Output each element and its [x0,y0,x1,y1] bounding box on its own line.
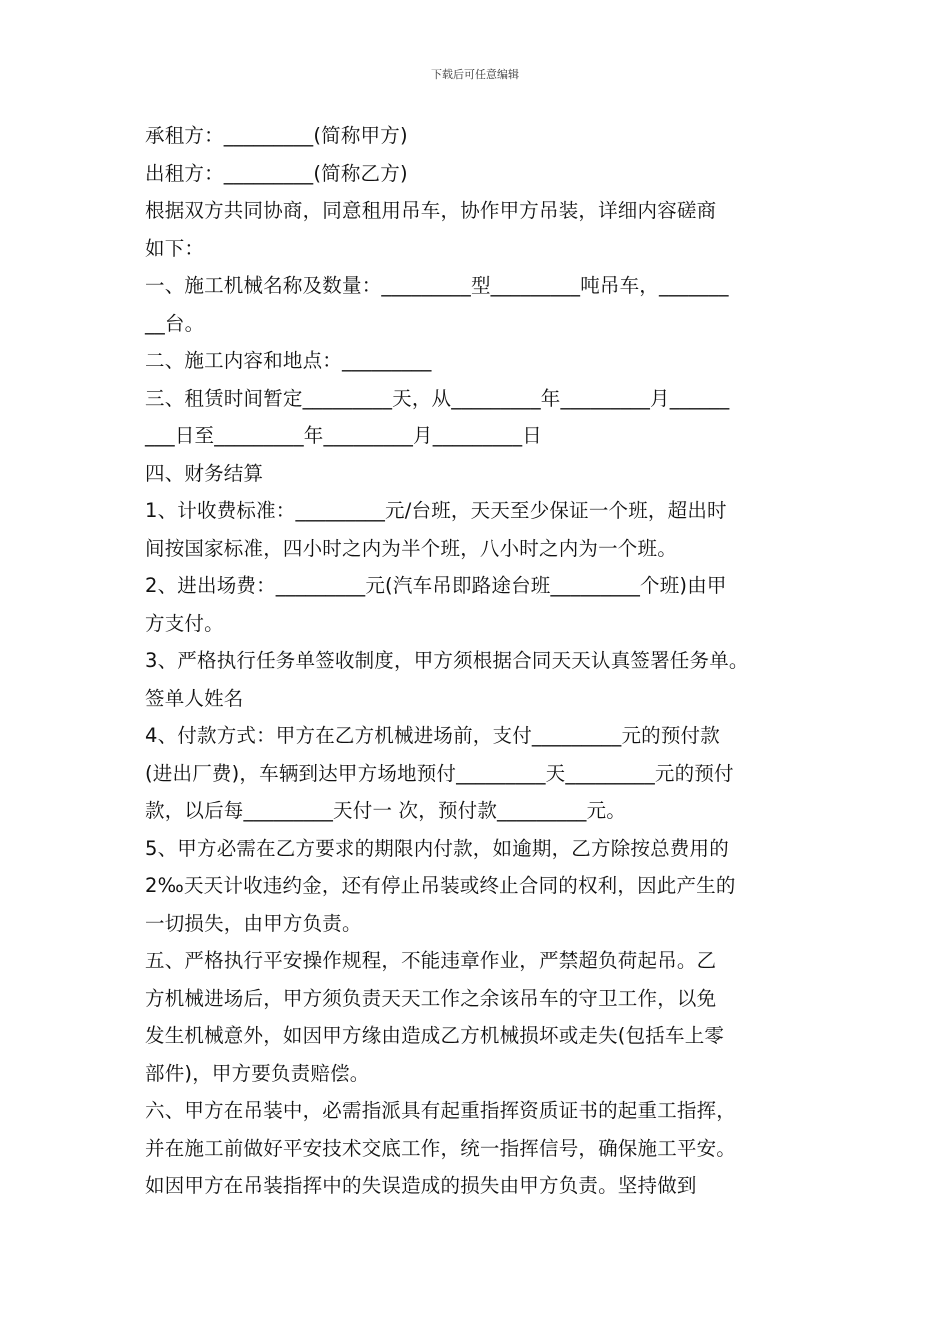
contract-line: ___日至_________年_________月_________日 [145,424,542,447]
contract-line: __台。 [145,311,205,335]
contract-line: 方机械进场后，甲方须负责天天工作之余该吊车的守卫工作，以免 [145,986,717,1010]
contract-line: 3、严格执行任务单签收制度，甲方须根据合同天天认真签署任务单。 [145,649,749,672]
contract-line: 根据双方共同协商，同意租用吊车，协作甲方吊装，详细内容磋商 [145,199,717,222]
contract-line: 五、严格执行平安操作规程，不能违章作业，严禁超负荷起吊。乙 [145,949,717,972]
contract-line: 如下： [145,236,205,260]
contract-line: 间按国家标准，四小时之内为半个班，八小时之内为一个班。 [145,536,677,560]
contract-line: 款，以后每_________天付一 次，预付款_________元。 [145,799,626,822]
contract-line: 出租方：_________(简称乙方) [145,161,408,185]
contract-line: 四、财务结算 [145,461,264,485]
contract-line: 方支付。 [145,611,224,635]
contract-line: 2、进出场费：_________元(汽车吊即路途台班_________个班)由甲 [145,574,727,597]
contract-line: 发生机械意外，如因甲方缘由造成乙方机械损坏或走失(包括车上零 [145,1024,725,1047]
contract-line: 签单人姓名 [145,686,244,710]
contract-line: 5、甲方必需在乙方要求的期限内付款，如逾期，乙方除按总费用的 [145,836,729,860]
contract-line: 部件)，甲方要负责赔偿。 [145,1061,370,1085]
contract-line: 1、计收费标准：_________元/台班，天天至少保证一个班，超出时 [145,499,727,522]
contract-body [145,117,825,1205]
contract-line: 六、甲方在吊装中，必需指派具有起重指挥资质证书的起重工指挥， [145,1099,737,1122]
contract-line: 二、施工内容和地点：_________ [145,349,432,372]
contract-line: 一切损失，由甲方负责。 [145,911,362,935]
contract-line: 如因甲方在吊装指挥中的失误造成的损失由甲方负责。坚持做到 [145,1174,697,1197]
page-header: 下载后可任意编辑 [431,68,519,81]
contract-line: 并在施工前做好平安技术交底工作，统一指挥信号，确保施工平安。 [145,1136,737,1160]
contract-line: 三、租赁时间暂定_________天，从_________年_________月______ [145,386,730,410]
contract-line: 承租方：_________(简称甲方) [145,124,408,147]
contract-line: 4、付款方式：甲方在乙方机械进场前，支付_________元的预付款 [145,724,720,747]
contract-line: (进出厂费)，车辆到达甲方场地预付_________天_________元的预付 [145,761,734,785]
contract-line: 一、施工机械名称及数量：_________型_________吨吊车，_______ [145,274,729,297]
contract-line: 2‰天天计收违约金，还有停止吊装或终止合同的权利，因此产生的 [145,874,736,897]
